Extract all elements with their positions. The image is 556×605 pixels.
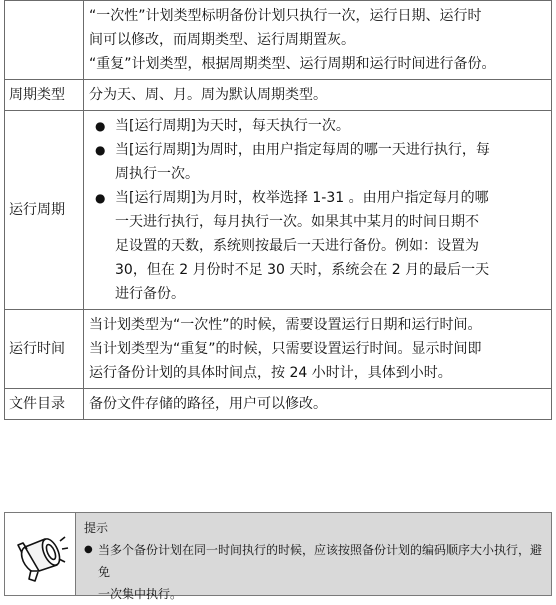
bullet-item xyxy=(89,138,545,186)
bullet-item xyxy=(89,186,545,306)
table-row xyxy=(5,80,552,111)
bullet-line: 当[运行周期]为月时，枚举选择 1-31 。由用户指定每月的哪 xyxy=(115,190,489,206)
bullet-dot-icon: ● xyxy=(95,191,106,205)
tip-content xyxy=(76,513,551,601)
description-line: 分为天、周、月。周为默认周期类型。 xyxy=(89,87,327,103)
table-row xyxy=(5,389,552,420)
description-line: “重复”计划类型，根据周期类型、运行周期和运行时间进行备份。 xyxy=(89,56,496,72)
tip-line: 一次集中执行。 xyxy=(98,587,183,601)
description-line: 当计划类型为“重复”的时候，只需要设置运行时间。显示时间即 xyxy=(89,341,482,357)
megaphone-icon xyxy=(5,513,75,595)
bullet-dot-icon: ● xyxy=(95,143,106,157)
bullet-list xyxy=(89,114,545,306)
bullet-line: 当[运行周期]为周时，由用户指定每周的哪一天进行执行，每 xyxy=(115,142,490,158)
row-key: 运行周期 xyxy=(5,111,84,310)
row-description xyxy=(84,389,552,420)
row-key xyxy=(5,1,84,80)
description-line: 备份文件存储的路径，用户可以修改。 xyxy=(89,396,327,412)
row-key: 运行时间 xyxy=(5,310,84,389)
row-key: 文件目录 xyxy=(5,389,84,420)
parameter-table xyxy=(4,0,552,420)
row-description xyxy=(84,80,552,111)
bullet-line: 周执行一次。 xyxy=(115,166,199,182)
bullet-line: 进行备份。 xyxy=(115,286,185,302)
description-line: 当计划类型为“一次性”的时候，需要设置运行日期和运行时间。 xyxy=(89,317,482,333)
row-description xyxy=(84,310,552,389)
row-description xyxy=(84,111,552,310)
tip-icon-box xyxy=(5,513,76,595)
bullet-line: 一天进行执行，每月执行一次。如果其中某月的时间日期不 xyxy=(115,214,479,230)
tip-title: 提示 xyxy=(84,521,109,535)
table-row xyxy=(5,1,552,80)
bullet-line: 30，但在 2 月份时不足 30 天时，系统会在 2 月的最后一天 xyxy=(115,262,490,278)
bullet-line: 足设置的天数，系统则按最后一天进行备份。例如：设置为 xyxy=(115,238,479,254)
tip-box xyxy=(4,512,552,601)
description-line: 间可以修改，而周期类型、运行周期置灰。 xyxy=(89,32,355,48)
bullet-line: 当[运行周期]为天时，每天执行一次。 xyxy=(115,118,350,134)
bullet-item xyxy=(89,114,545,138)
table-row xyxy=(5,111,552,310)
description-line: 运行备份计划的具体时间点，按 24 小时计，具体到小时。 xyxy=(89,365,452,381)
table-row xyxy=(5,310,552,389)
description-line: “一次性”计划类型标明备份计划只执行一次，运行日期、运行时 xyxy=(89,8,482,24)
bullet-dot-icon: ● xyxy=(84,544,93,555)
tip-text xyxy=(84,539,545,605)
bullet-dot-icon: ● xyxy=(95,119,106,133)
row-description xyxy=(84,1,552,80)
tip-line: 当多个备份计划在同一时间执行的时候，应该按照备份计划的编码顺序大小执行，避免 xyxy=(98,543,543,579)
row-key: 周期类型 xyxy=(5,80,84,111)
